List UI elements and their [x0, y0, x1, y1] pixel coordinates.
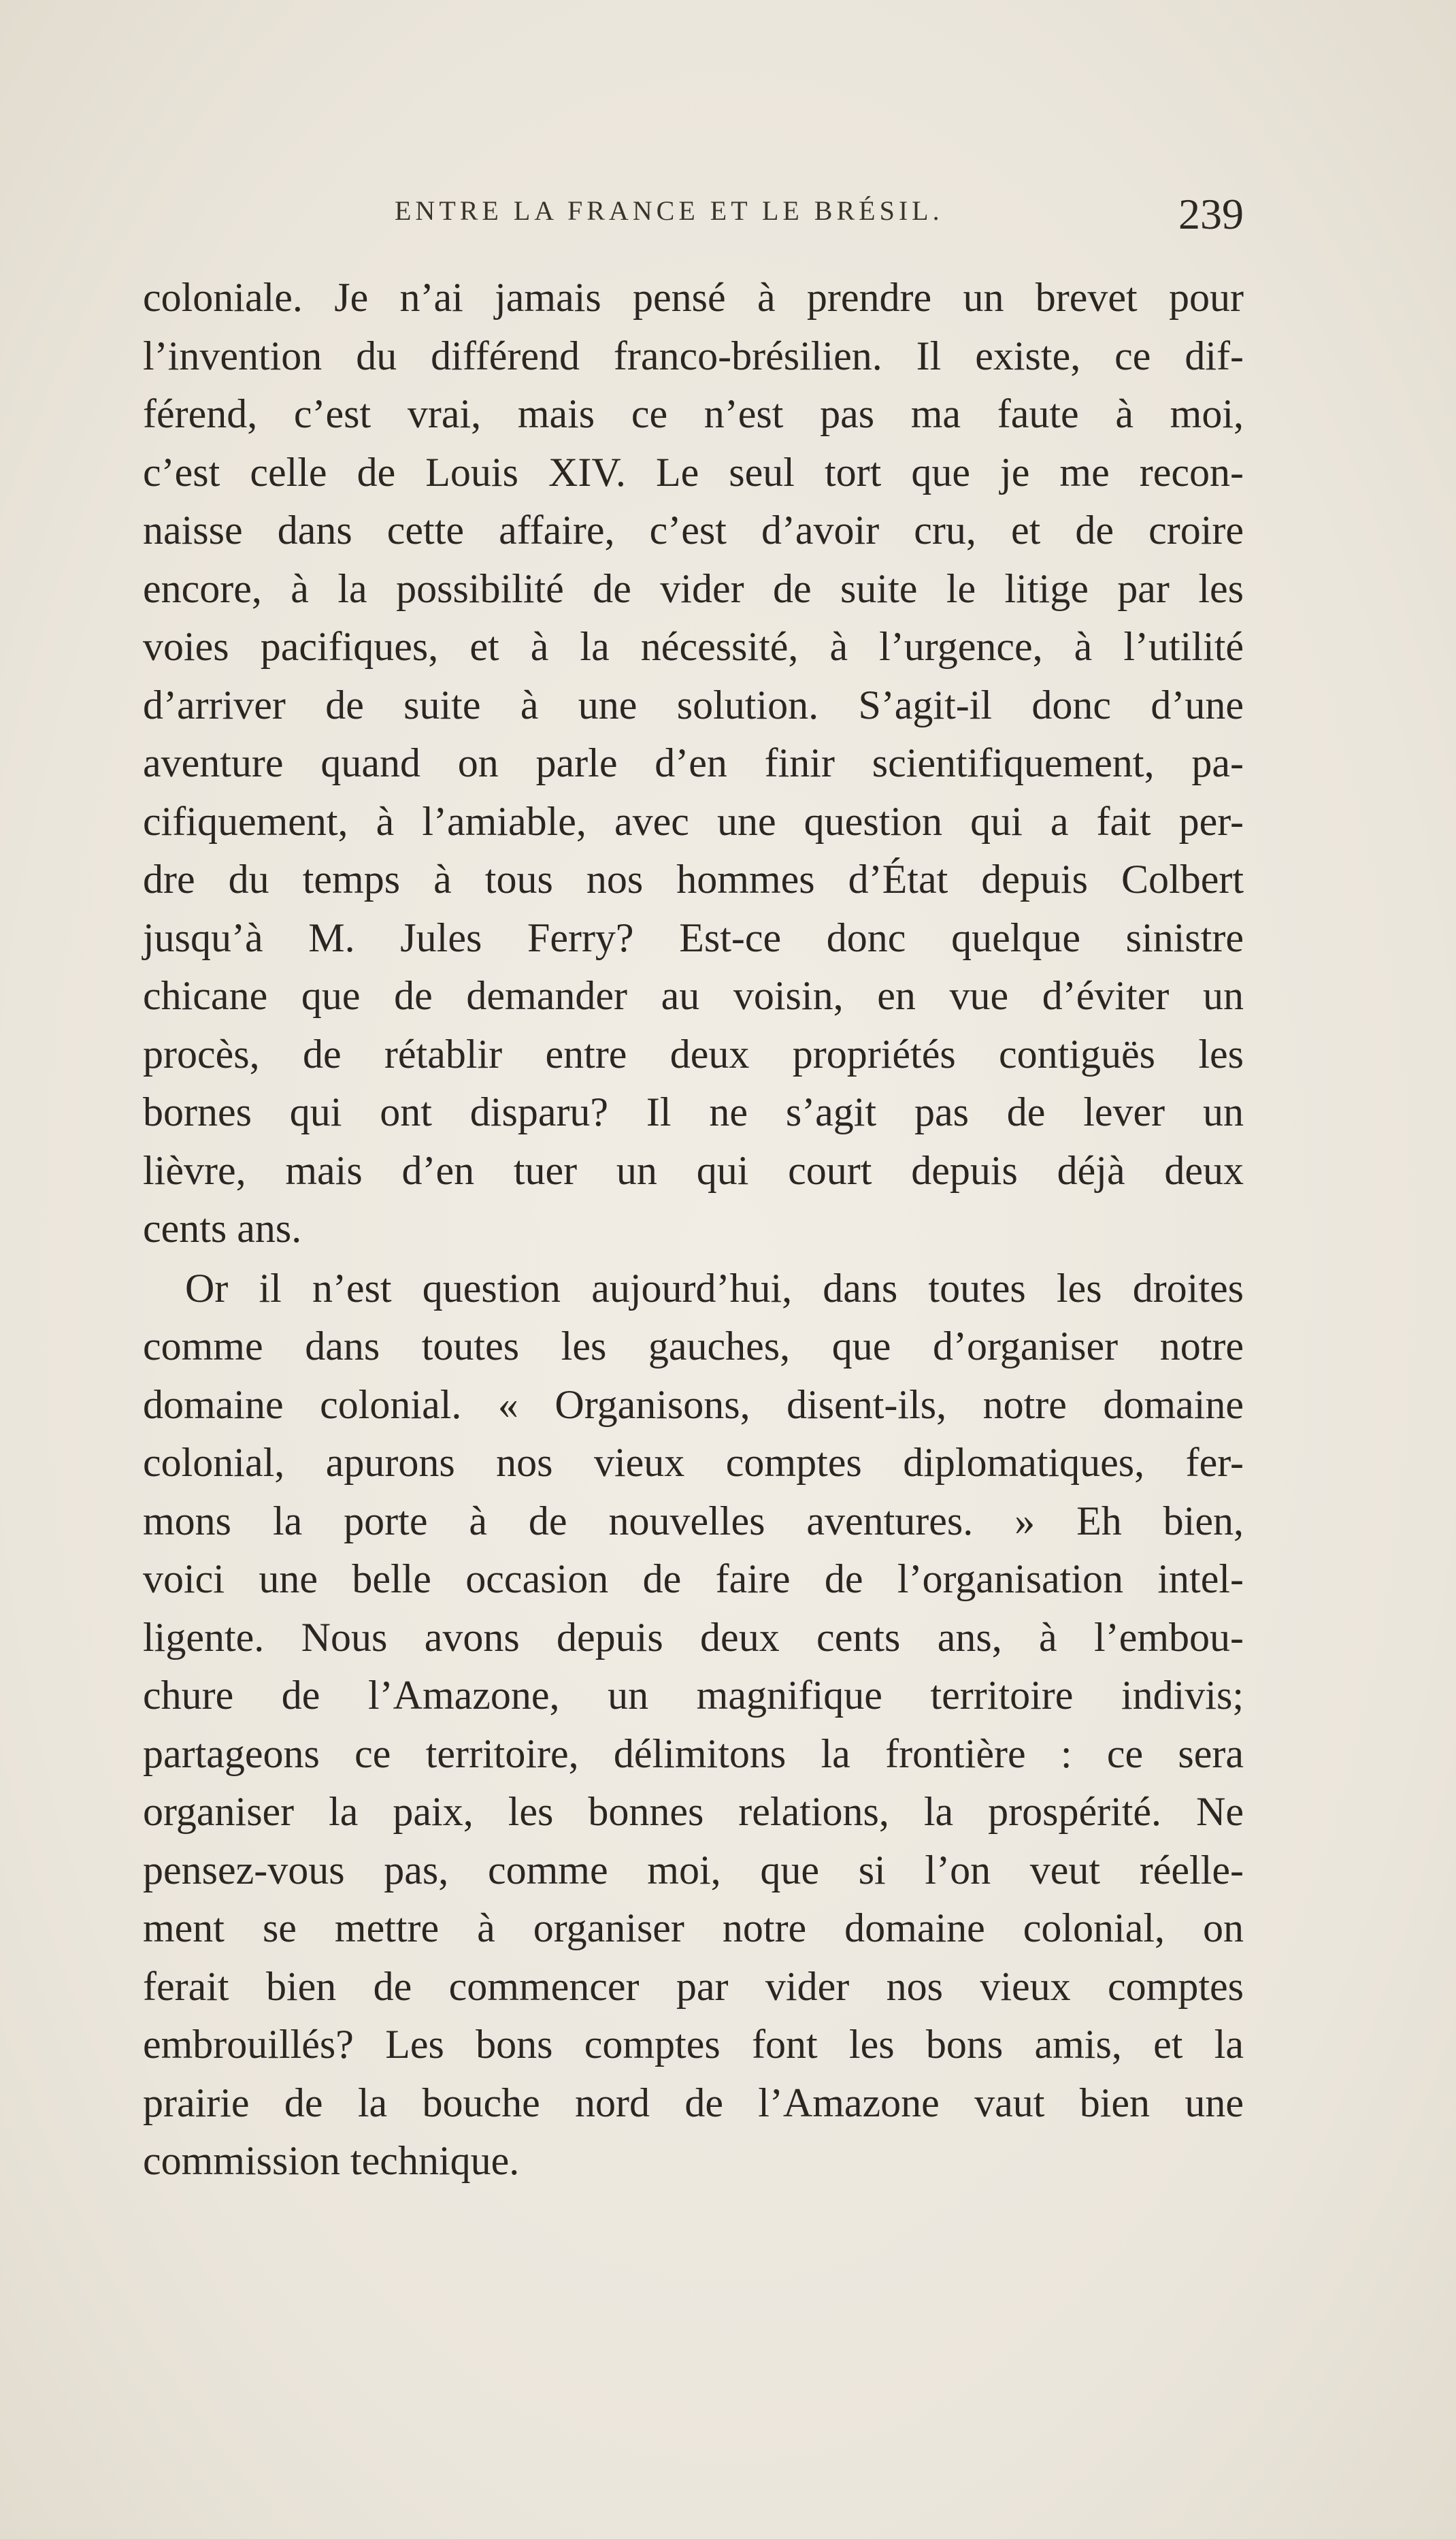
text-line: voies pacifiques, et à la nécessité, à l’urgence, à l’utilité: [143, 624, 1244, 669]
text-line: procès, de rétablir entre deux propriétés contiguës les: [143, 1031, 1244, 1077]
text-line: naisse dans cette affaire, c’est d’avoir cru, et de croire: [143, 508, 1244, 553]
text-line: domaine colonial. « Organisons, disent-ils, notre domaine: [143, 1381, 1244, 1427]
text-line: voici une belle occasion de faire de l’organisation intel-: [143, 1556, 1244, 1601]
text-line: coloniale. Je n’ai jamais pensé à prendre un brevet pour: [143, 275, 1244, 320]
text-line: férend, c’est vrai, mais ce n’est pas ma faute à moi,: [143, 391, 1244, 436]
text-line: l’invention du différend franco-brésilien. Il existe, ce dif-: [143, 333, 1244, 378]
text-line: comme dans toutes les gauches, que d’organiser notre: [143, 1324, 1244, 1369]
text-line: partageons ce territoire, délimitons la frontière : ce sera: [143, 1731, 1244, 1776]
text-line: ment se mettre à organiser notre domaine colonial, on: [143, 1905, 1244, 1950]
text-line: bornes qui ont disparu? Il ne s’agit pas de lever un: [143, 1090, 1244, 1134]
text-line: cents ans.: [143, 1206, 302, 1251]
text-line: jusqu’à M. Jules Ferry? Est-ce donc quelque sinistre: [143, 915, 1244, 960]
text-line: prairie de la bouche nord de l’Amazone vaut bien une: [143, 2080, 1244, 2125]
text-line: organiser la paix, les bonnes relations, la prospérité. Ne: [143, 1789, 1244, 1834]
text-line: mons la porte à de nouvelles aventures. » Eh bien,: [143, 1498, 1244, 1543]
text-line: ferait bien de commencer par vider nos vieux comptes: [143, 1963, 1244, 2009]
running-title: ENTRE LA FRANCE ET LE BRÉSIL.: [395, 195, 944, 226]
text-line: pensez-vous pas, comme moi, que si l’on veut réelle-: [143, 1847, 1244, 1893]
text-line: cifiquement, à l’amiable, avec une question qui a fait per-: [143, 798, 1244, 844]
text-line: Or il n’est question aujourd’hui, dans toutes les droites: [185, 1265, 1244, 1311]
text-line: lièvre, mais d’en tuer un qui court depuis déjà deux: [143, 1147, 1244, 1193]
paragraph: [143, 269, 1244, 1258]
text-line: aventure quand on parle d’en finir scientifiquement, pa-: [143, 740, 1244, 785]
paragraph: [143, 1260, 1244, 2191]
text-line: chure de l’Amazone, un magnifique territoire indivis;: [143, 1673, 1244, 1718]
text-line: dre du temps à tous nos hommes d’État depuis Colbert: [143, 857, 1244, 902]
body-text: [143, 269, 1244, 2191]
page-number: 239: [1178, 190, 1244, 238]
text-line: colonial, apurons nos vieux comptes diplomatiques, fer-: [143, 1440, 1244, 1485]
text-line: d’arriver de suite à une solution. S’agit-il donc d’une: [143, 682, 1244, 727]
text-line: chicane que de demander au voisin, en vue d’éviter un: [143, 973, 1244, 1018]
text-line: c’est celle de Louis XIV. Le seul tort que je me recon-: [143, 449, 1244, 495]
text-line: ligente. Nous avons depuis deux cents ans, à l’embou-: [143, 1614, 1244, 1660]
page-header: [143, 189, 1244, 237]
text-line: embrouillés? Les bons comptes font les bons amis, et la: [143, 2022, 1244, 2067]
text-line: commission technique.: [143, 2138, 520, 2183]
text-line: encore, à la possibilité de vider de suite le litige par les: [143, 566, 1244, 611]
